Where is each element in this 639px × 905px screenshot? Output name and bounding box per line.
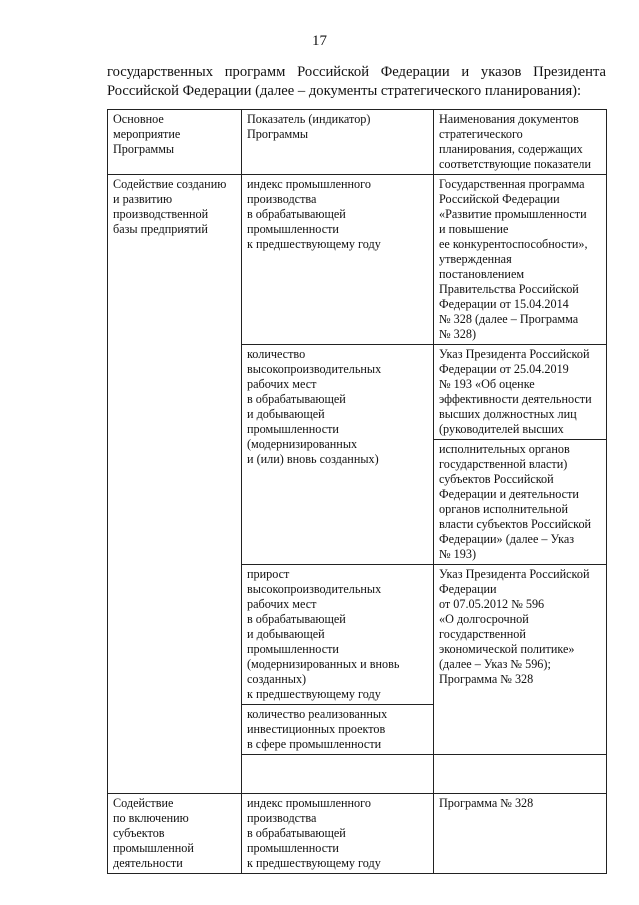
- empty-indicator-cell: [242, 755, 434, 794]
- intro-line-2: Российской Федерации (далее – документы стратегического планирования):: [107, 83, 582, 99]
- header-documents: Наименования документов стратегического планирования, содержащих соответствующие показатели: [434, 110, 607, 175]
- header-activity: Основное мероприятие Программы: [108, 110, 242, 175]
- page-number: 17: [312, 33, 327, 49]
- indicator-cell: индекс промышленного производства в обрабатывающей промышленности к предшествующему году: [242, 175, 434, 345]
- intro-line-1: государственных программ Российской Федерации и указов Президента: [107, 64, 606, 80]
- indicator-cell: количество высокопроизводительных рабочих мест в обрабатывающей и добывающей промышленности (модернизированных и (или) вновь созданных): [242, 345, 434, 565]
- intro-paragraph: [107, 63, 606, 101]
- indicator-cell: количество реализованных инвестиционных проектов в сфере промышленности: [242, 705, 434, 755]
- activity-cell: Содействие по включению субъектов промышленной деятельности: [108, 794, 242, 874]
- header-indicator: Показатель (индикатор) Программы: [242, 110, 434, 175]
- empty-document-cell: [434, 755, 607, 794]
- indicator-cell: прирост высокопроизводительных рабочих мест в обрабатывающей и добывающей промышленности (модернизированных и вновь созданных) к предшествующему году: [242, 565, 434, 705]
- document-cell: Государственная программа Российской Федерации «Развитие промышленности и повышение ее конкурентоспособности», утвержденная постановлением Правительства Российской Федерации от 15.04.2014 № 328 (далее – Программа № 328): [434, 175, 607, 345]
- strategic-documents-table: [107, 109, 607, 874]
- document-cell: Указ Президента Российской Федерации от 07.05.2012 № 596 «О долгосрочной государственной экономической политике» (далее – Указ № 596); Программа № 328: [434, 565, 607, 755]
- activity-cell: Содействие созданию и развитию производственной базы предприятий: [108, 175, 242, 794]
- document-cell: Программа № 328: [434, 794, 607, 874]
- table-row: [108, 175, 607, 345]
- table-header-row: [108, 110, 607, 175]
- table-row: [108, 794, 607, 874]
- document-cell: Указ Президента Российской Федерации от 25.04.2019 № 193 «Об оценке эффективности деятельности высших должностных лиц (руководителей высших: [434, 345, 607, 440]
- document-cell-continued: исполнительных органов государственной власти) субъектов Российской Федерации и деятельности органов исполнительной власти субъектов Российской Федерации» (далее – Указ № 193): [434, 440, 607, 565]
- indicator-cell: индекс промышленного производства в обрабатывающей промышленности к предшествующему году: [242, 794, 434, 874]
